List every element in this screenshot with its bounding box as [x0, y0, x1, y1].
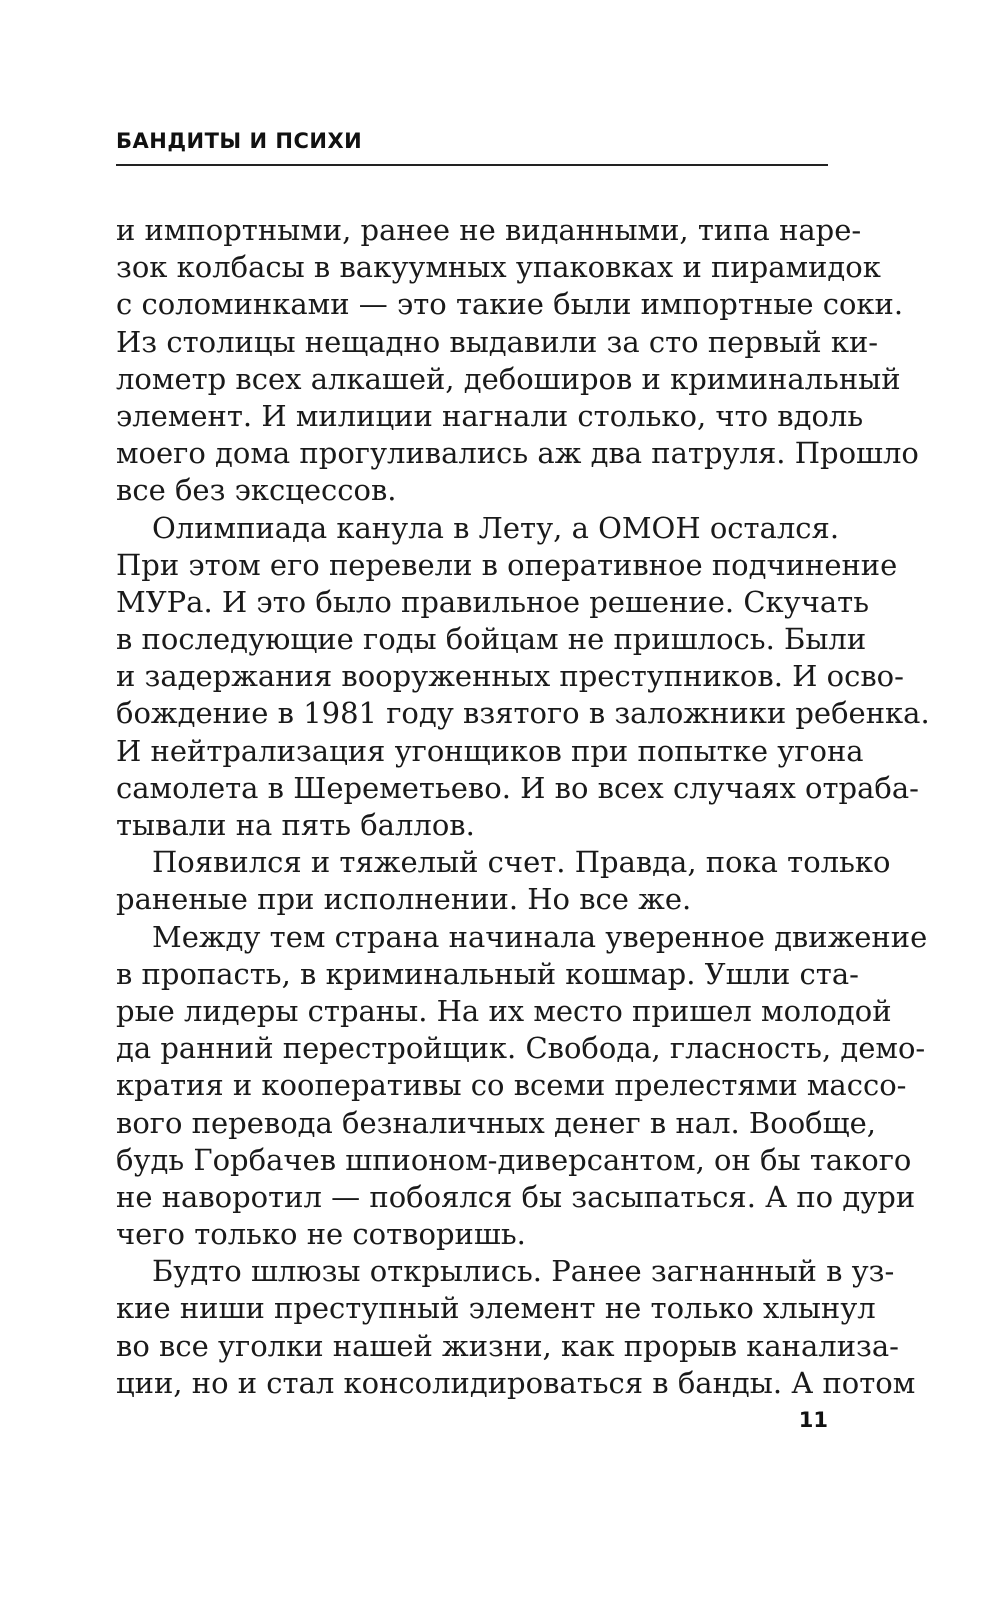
text-line: Будто шлюзы открылись. Ранее загнанный в уз-	[152, 1254, 895, 1289]
text-line: Между тем страна начинала уверенное движение	[152, 919, 928, 954]
text-line: бождение в 1981 году взятого в заложники ребенка.	[116, 696, 930, 731]
running-header	[116, 128, 828, 166]
text-line: зок колбасы в вакуумных упаковках и пирамидок	[116, 250, 881, 285]
text-line: все без эксцессов.	[116, 473, 397, 508]
text-line: чего только не сотворишь.	[116, 1217, 526, 1252]
text-line: в пропасть, в криминальный кошмар. Ушли ста-	[116, 956, 859, 991]
paragraph	[116, 919, 928, 1254]
text-line: кратия и кооперативы со всеми прелестями массо-	[116, 1068, 907, 1103]
text-line: элемент. И милиции нагнали столько, что вдоль	[116, 398, 864, 433]
header-rule	[116, 164, 828, 166]
text-line: с соломинками — это такие были импортные соки.	[116, 287, 904, 322]
text-line: рые лидеры страны. На их место пришел молодой	[116, 993, 892, 1028]
book-title-header: БАНДИТЫ И ПСИХИ	[116, 129, 363, 153]
text-line: Появился и тяжелый счет. Правда, пока только	[152, 845, 891, 880]
body-text	[116, 212, 930, 1402]
page-number: 11	[798, 1408, 828, 1432]
text-line: моего дома прогуливались аж два патруля. Прошло	[116, 436, 919, 471]
paragraph	[116, 510, 930, 845]
text-line: будь Горбачев шпионом-диверсантом, он бы такого	[116, 1142, 912, 1177]
text-line: раненые при исполнении. Но все же.	[116, 882, 692, 917]
paragraph	[116, 1253, 916, 1402]
text-line: в последующие годы бойцам не пришлось. Были	[116, 622, 867, 657]
text-line: При этом его перевели в оперативное подчинение	[116, 547, 898, 582]
text-line: да ранний перестройщик. Свобода, гласность, демо-	[116, 1031, 926, 1066]
text-line: и импортными, ранее не виданными, типа наре-	[116, 213, 862, 247]
paragraph	[116, 844, 891, 918]
text-line: вого перевода безналичных денег в нал. Вообще,	[116, 1105, 876, 1140]
text-line: Олимпиада канула в Лету, а ОМОН остался.	[152, 510, 840, 545]
text-line: во все уголки нашей жизни, как прорыв канализа-	[116, 1328, 899, 1363]
text-line: МУРа. И это было правильное решение. Скучать	[116, 584, 869, 619]
text-line: тывали на пять баллов.	[116, 808, 475, 842]
text-line: не наворотил — побоялся бы засыпаться. А по дури	[116, 1179, 916, 1214]
text-line: лометр всех алкашей, дебоширов и криминальный	[116, 361, 901, 396]
paragraph	[116, 212, 919, 510]
text-line: ции, но и стал консолидироваться в банды. А потом	[116, 1365, 916, 1400]
text-line: самолета в Шереметьево. И во всех случаях отраба-	[116, 770, 919, 805]
text-line: Из столицы нещадно выдавили за сто первый ки-	[116, 324, 879, 359]
text-line: и задержания вооруженных преступников. И осво-	[116, 659, 904, 694]
text-line: кие ниши преступный элемент не только хлынул	[116, 1291, 876, 1326]
text-line: И нейтрализация угонщиков при попытке угона	[116, 733, 864, 768]
